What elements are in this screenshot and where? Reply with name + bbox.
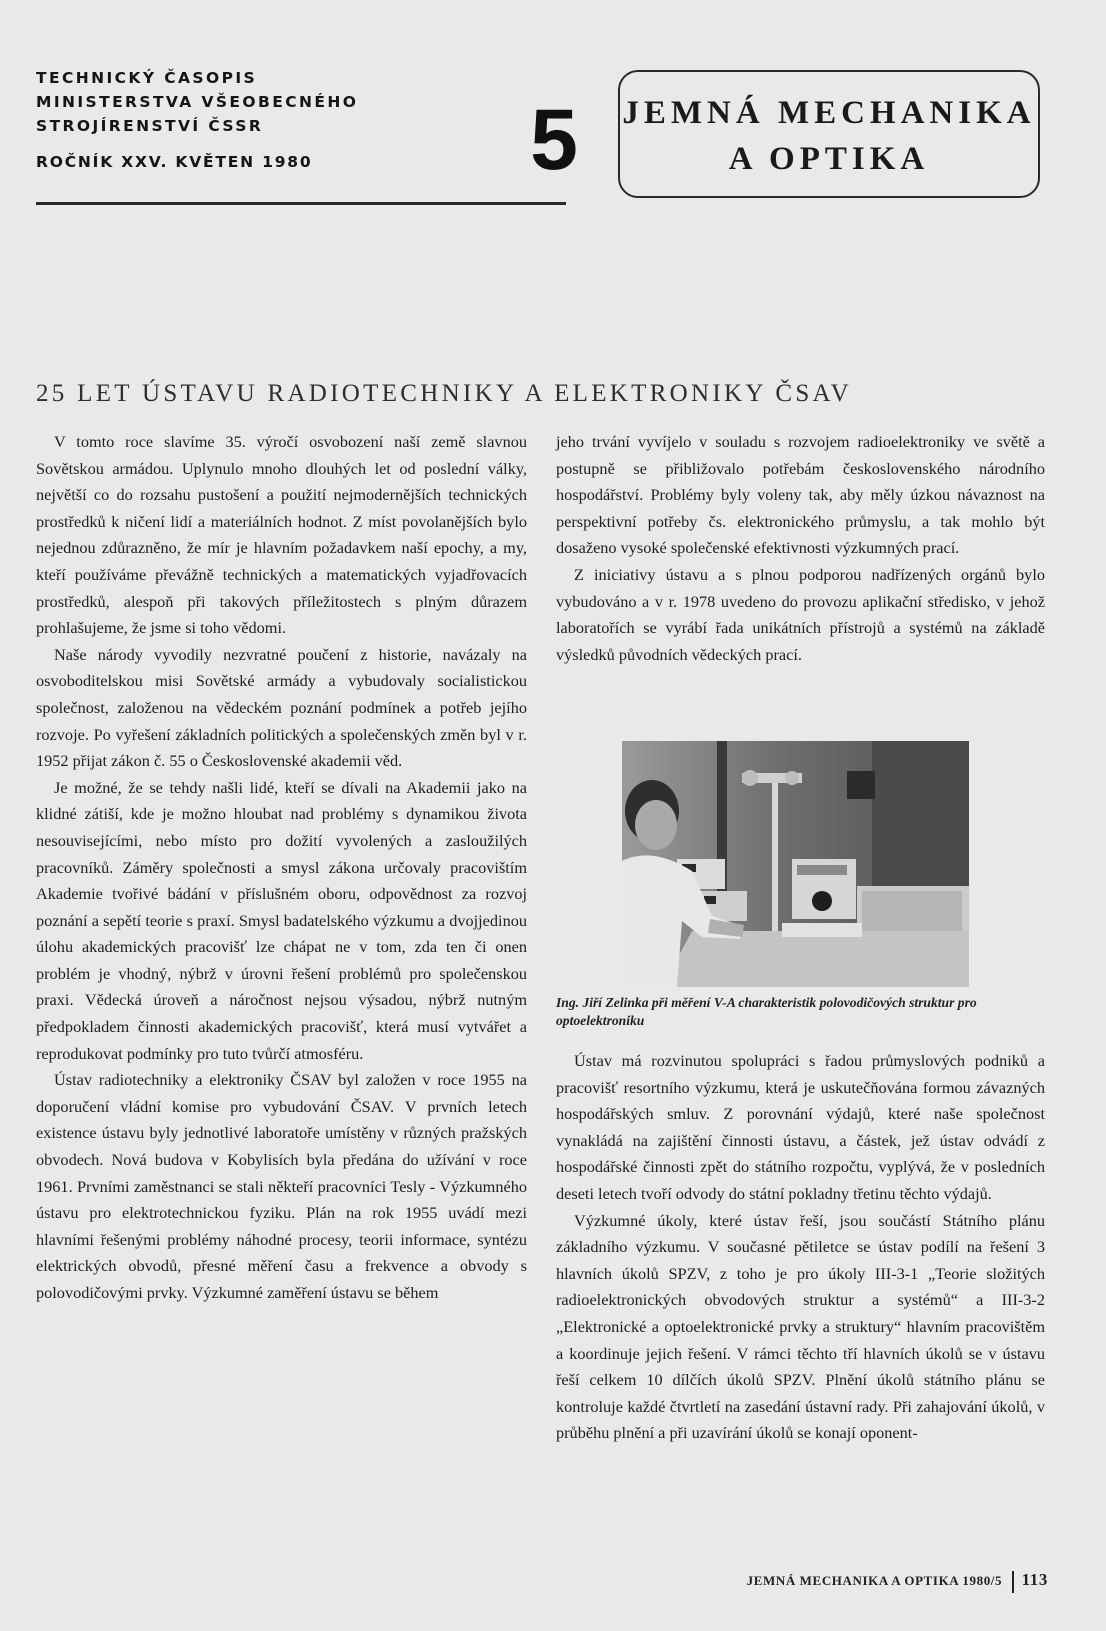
- article-headline: 25 LET ÚSTAVU RADIOTECHNIKY A ELEKTRONIKY ČSAV: [36, 380, 853, 407]
- footer-separator: [1012, 1571, 1014, 1593]
- paragraph: Je možné, že se tehdy našli lidé, kteří se dívali na Akademii jako na klidné zátiší, kde je možno hloubat nad problémy s dynamikou života nesouvisejícími, nebo místo pro dožití vyvolených a zasloužilých pracovníků. Záměry společnosti a smysl zákona určovaly pracovištím Akademie tvořivé bádání v příslušném oboru, odpovědnost za rozvoj poznání a sepětí teorie s praxí. Smysl badatelského výzkumu a dvojjedinou úlohu akademických pracovišť lze chápat ne v tom, zda ten či onen problém je vhodný, nýbrž v úrovni řešení problémů pro společenskou praxi. Vědecká úroveň a náročnost nejsou výsadou, nýbrž nutným předpokladem činnosti akademických pracovišť, která musí vytvářet a reprodukovat podmínky pro tuto tvůrčí atmosféru.: [36, 777, 527, 1063]
- journal-title-line: A OPTIKA: [728, 141, 930, 177]
- photo-caption: Ing. Jiří Zelinka při měření V-A charakteristik polovodičových struktur pro optoelektroniku: [556, 995, 977, 1028]
- left-column: [36, 429, 527, 1307]
- masthead-line: TECHNICKÝ ČASOPIS: [36, 69, 258, 87]
- lab-photo-image: [622, 741, 969, 987]
- issue-number: 5: [530, 92, 578, 188]
- footer-journal: JEMNÁ MECHANIKA A OPTIKA 1980/5: [746, 1573, 1003, 1588]
- paragraph: Ústav má rozvinutou spolupráci s řadou průmyslových podniků a pracovišť resortního výzkumu, která je uskutečňována formou závazných hospodářských smluv. Z porovnání výdajů, které naše společnost vynakládá na zajištění činnosti ústavu, a částek, jež ústav odvádí z hospodářské činnosti zpět do státního rozpočtu, vyplývá, že v posledních deseti letech tvoří odvody do státní pokladny třetinu těchto výdajů.: [556, 1051, 1045, 1203]
- header-rule: [36, 202, 566, 205]
- right-column-bottom: [556, 1048, 1045, 1447]
- paragraph: Výzkumné úkoly, které ústav řeší, jsou součástí Státního plánu základního výzkumu. V současné pětiletce se ústav podílí na řešení 3 hlavních úkolů SPZV, z toho je pro úkoly III-3-1 „Teorie složitých radioelektronických obvodových struktur a systémů“ a III-3-2 „Elektronické a optoelektronické prvky a struktury“ hlavním pracovištěm a koordinuje jejich řešení. V rámci těchto tří hlavních úkolů se v ústavu řeší celkem 10 dílčích úkolů SPZV. Plnění úkolů státního plánu se kontroluje každé čtvrtletí na zasedání ústavní rady. Při zahajování úkolů, v průběhu plnění a při uzavírání úkolů se konají oponent-: [556, 1210, 1045, 1443]
- paragraph: jeho trvání vyvíjelo v souladu s rozvojem radioelektroniky ve světě a postupně se přibližovalo potřebám československého národního hospodářství. Problémy byly voleny tak, aby měly úzkou návaznost na perspektivní potřeby čs. elektronického průmyslu, a tak mohlo být dosaženo vysoké společenské efektivnosti výzkumných prací.: [556, 432, 1045, 558]
- journal-title-line: JEMNÁ MECHANIKA: [622, 95, 1036, 131]
- paragraph: V tomto roce slavíme 35. výročí osvobození naší země slavnou Sovětskou armádou. Uplynulo mnoho dlouhých let od poslední války, největší co do rozsahu pustošení a použití nejmodernějších technických prostředků k ničení lidí a materiálních hodnot. Z míst povolanějších bylo nejednou zdůrazněno, že mír je hlavním požadavkem naší epochy, a my, kteří používáme převážně technických a matematických vyjadřovacích prostředků, alespoň při takových příležitostech s plným důrazem prohlašujeme, že jsme si toho vědomi.: [36, 432, 527, 638]
- volume-date: ROČNÍK XXV. KVĚTEN 1980: [36, 153, 313, 171]
- paragraph: Naše národy vyvodily nezvratné poučení z historie, navázaly na osvoboditelskou misi Sovětské armády a vybudovaly socialistickou společnost, založenou na vědeckém poznání podmínek a potřeb jejího rozvoje. Po vyřešení základních politických a společenských změn byl v r. 1952 přijat zákon č. 55 o Československé akademii věd.: [36, 644, 527, 771]
- masthead-line: STROJÍRENSTVÍ ČSSR: [36, 117, 264, 135]
- right-column-top: [556, 429, 1045, 668]
- paragraph: Ústav radiotechniky a elektroniky ČSAV byl založen v roce 1955 na doporučení vládní komise pro vybudování ČSAV. V prvních letech existence ústavu byly jednotlivé laboratoře umístěny v různých pražských obvodech. Nová budova v Kobylisích byla předána do užívání v roce 1961. Prvními zaměstnanci se stali někteří pracovníci Tesly - Výzkumného ústavu pro elektrotechnickou fyziku. Plán na rok 1955 uvádí mezi hlavními řešenými problémy náhodné procesy, teorii informace, syntézu elektrických obvodů, přesné měření času a frekvence a obvody s polovodičovými prvky. Výzkumné zaměření ústavu se během: [36, 1070, 527, 1302]
- page-number: 113: [1021, 1570, 1048, 1589]
- journal-title-box: [618, 70, 1040, 198]
- masthead: [36, 66, 358, 174]
- paragraph: Z iniciativy ústavu a s plnou podporou nadřízených orgánů bylo vybudováno a v r. 1978 uvedeno do provozu aplikační středisko, v jehož laboratořích se vyrábí řada unikátních přístrojů a systémů na základě výsledků původních vědeckých prací.: [556, 564, 1045, 664]
- page-footer: [747, 1570, 1048, 1593]
- masthead-line: MINISTERSTVA VŠEOBECNÉHO: [36, 93, 359, 111]
- lab-photo: [622, 741, 969, 987]
